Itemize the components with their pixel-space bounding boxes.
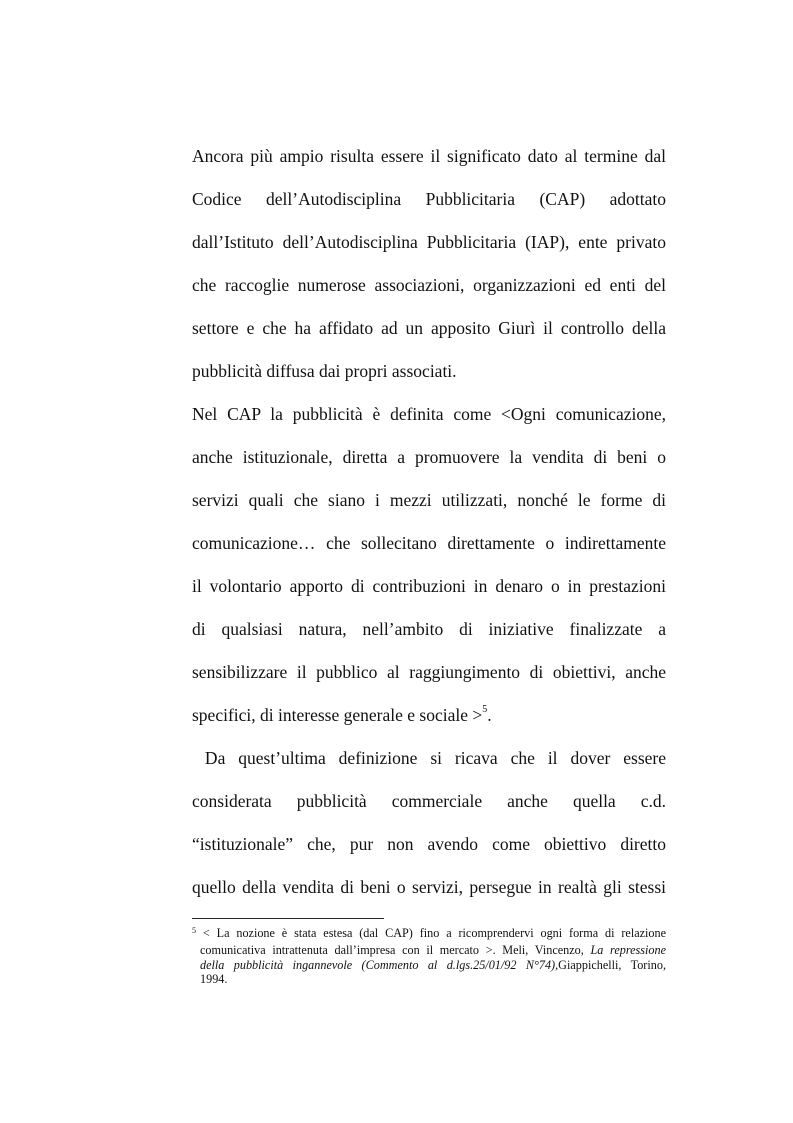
text-line: comunicazione… che sollecitano direttamente o indirettamente <box>192 533 666 553</box>
line-end-punctuation: . <box>487 705 492 725</box>
text-line: servizi quali che siano i mezzi utilizzati, nonché le forme di <box>192 490 666 510</box>
footnote-title-italic: della pubblicità ingannevole (Commento al d.lgs.25/01/92 N°74), <box>200 957 559 972</box>
footnote-line: 1994. <box>200 972 228 987</box>
text-line: dall’Istituto dell’Autodisciplina Pubblicitaria (IAP), ente privato <box>192 232 666 252</box>
text-line: Codice dell’Autodisciplina Pubblicitaria (CAP) adottato <box>192 189 666 209</box>
text-line: il volontario apporto di contribuzioni in denaro o in prestazioni <box>192 576 666 596</box>
footnote <box>192 926 666 987</box>
footnote-line <box>192 958 666 973</box>
text-line: Nel CAP la pubblicità è definita come <Ogni comunicazione, <box>192 404 666 424</box>
text-line: di qualsiasi natura, nell’ambito di iniziative finalizzate a <box>192 619 666 639</box>
text-line: Ancora più ampio risulta essere il significato dato al termine dal <box>192 146 666 166</box>
footnote-line-text: Giappichelli, Torino, <box>558 957 666 972</box>
text-line-with-footnote-ref <box>192 694 666 737</box>
text-line: settore e che ha affidato ad un apposito Giurì il controllo della <box>192 318 666 338</box>
footnote-line-text: < La nozione è stata estesa (dal CAP) fino a ricomprendervi ogni forma di relazione <box>202 926 667 940</box>
footnote-line <box>192 943 666 958</box>
footnote-line <box>192 926 666 943</box>
text-line: considerata pubblicità commerciale anche quella c.d. <box>192 791 666 811</box>
body-text <box>192 135 666 909</box>
footnote-separator <box>192 918 384 919</box>
footnote-line-text: comunicativa intrattenuta dall’impresa con il mercato >. Meli, Vincenzo, <box>200 942 591 957</box>
footnote-marker: 5 <box>192 926 196 935</box>
text-line: anche istituzionale, diretta a promuovere la vendita di beni o <box>192 447 666 467</box>
text-line: “istituzionale” che, pur non avendo come obiettivo diretto <box>192 834 666 854</box>
footnote-reference[interactable]: 5 <box>482 704 488 716</box>
text-line: sensibilizzare il pubblico al raggiungimento di obiettivi, anche <box>192 662 666 682</box>
text-line: Da quest’ultima definizione si ricava che il dover essere <box>192 748 666 768</box>
text-line: che raccoglie numerose associazioni, organizzazioni ed enti del <box>192 275 666 295</box>
text-line: quello della vendita di beni o servizi, persegue in realtà gli stessi <box>192 877 666 897</box>
text-line-content: specifici, di interesse generale e sociale > <box>192 705 483 725</box>
footnote-title-italic: La repressione <box>590 942 666 957</box>
text-line: pubblicità diffusa dai propri associati. <box>192 361 457 381</box>
